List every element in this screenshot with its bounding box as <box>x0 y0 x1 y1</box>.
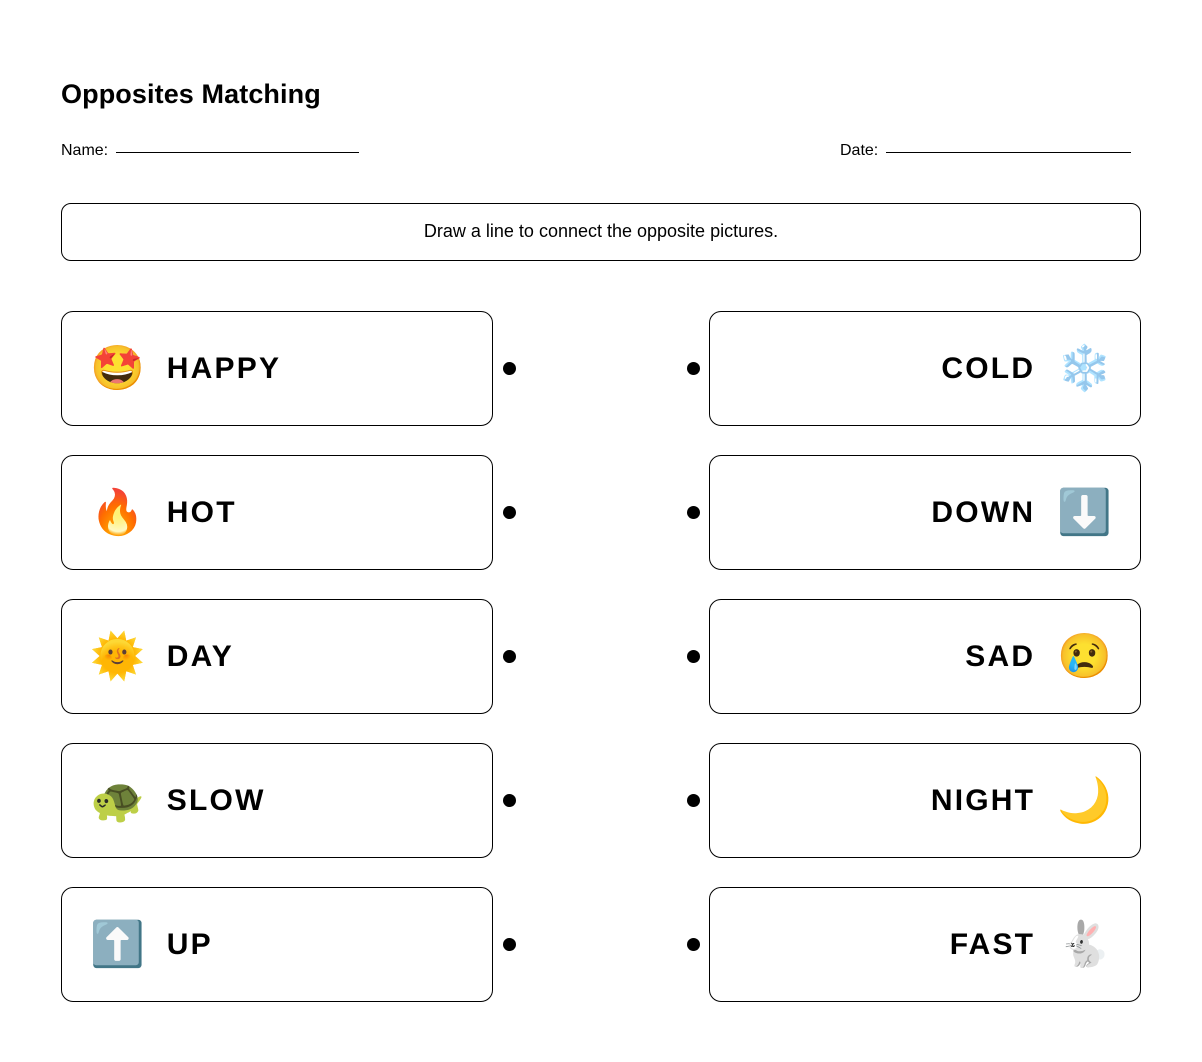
connector-dot-left[interactable] <box>503 506 516 519</box>
connector-dot-right[interactable] <box>687 938 700 951</box>
match-card-left[interactable] <box>61 743 493 858</box>
match-card-right[interactable] <box>709 311 1141 426</box>
up-arrow-icon: ⬆️ <box>90 919 145 969</box>
match-card-label: HOT <box>166 495 237 529</box>
match-card-left[interactable] <box>61 599 493 714</box>
sun-icon: 🌞 <box>90 631 145 681</box>
date-write-line[interactable] <box>886 152 1131 153</box>
connector-dot-left[interactable] <box>503 650 516 663</box>
name-field <box>61 141 359 161</box>
match-card-label: DOWN <box>931 495 1036 529</box>
match-row <box>61 599 1141 714</box>
match-row <box>61 455 1141 570</box>
match-card-label: FAST <box>949 927 1036 961</box>
match-card-left[interactable] <box>61 311 493 426</box>
fire-icon: 🔥 <box>90 487 145 537</box>
connector-dot-right[interactable] <box>687 650 700 663</box>
crescent-moon-icon: 🌙 <box>1057 775 1112 825</box>
connector-dot-right[interactable] <box>687 506 700 519</box>
match-row <box>61 887 1141 1002</box>
match-card-right[interactable] <box>709 455 1141 570</box>
match-card-left[interactable] <box>61 887 493 1002</box>
match-card-label: SLOW <box>166 783 266 817</box>
match-card-label: UP <box>166 927 213 961</box>
match-row <box>61 311 1141 426</box>
down-arrow-icon: ⬇️ <box>1057 487 1112 537</box>
connector-dot-left[interactable] <box>503 938 516 951</box>
match-card-label: DAY <box>166 639 234 673</box>
match-card-label: COLD <box>941 351 1036 385</box>
connector-dot-left[interactable] <box>503 362 516 375</box>
instruction-banner <box>61 203 1141 261</box>
matching-area <box>61 311 1141 1002</box>
connector-dot-right[interactable] <box>687 362 700 375</box>
match-card-right[interactable] <box>709 887 1141 1002</box>
match-card-label: NIGHT <box>930 783 1036 817</box>
date-label: Date: <box>840 142 879 159</box>
rabbit-icon: 🐇 <box>1057 919 1112 969</box>
name-label: Name: <box>61 142 109 159</box>
connector-dot-left[interactable] <box>503 794 516 807</box>
match-card-right[interactable] <box>709 599 1141 714</box>
date-field <box>840 141 1131 161</box>
page-title: Opposites Matching <box>61 79 321 109</box>
match-card-label: SAD <box>965 639 1036 673</box>
match-card-label: HAPPY <box>166 351 282 385</box>
crying-face-icon: 😢 <box>1057 631 1112 681</box>
student-info-row <box>61 141 1141 163</box>
name-write-line[interactable] <box>116 152 359 153</box>
turtle-icon: 🐢 <box>90 775 145 825</box>
connector-dot-right[interactable] <box>687 794 700 807</box>
snowflake-icon: ❄️ <box>1057 343 1112 393</box>
happy-face-icon: 🤩 <box>90 343 145 393</box>
match-row <box>61 743 1141 858</box>
match-card-left[interactable] <box>61 455 493 570</box>
match-card-right[interactable] <box>709 743 1141 858</box>
instruction-text: Draw a line to connect the opposite pictures. <box>423 221 779 242</box>
